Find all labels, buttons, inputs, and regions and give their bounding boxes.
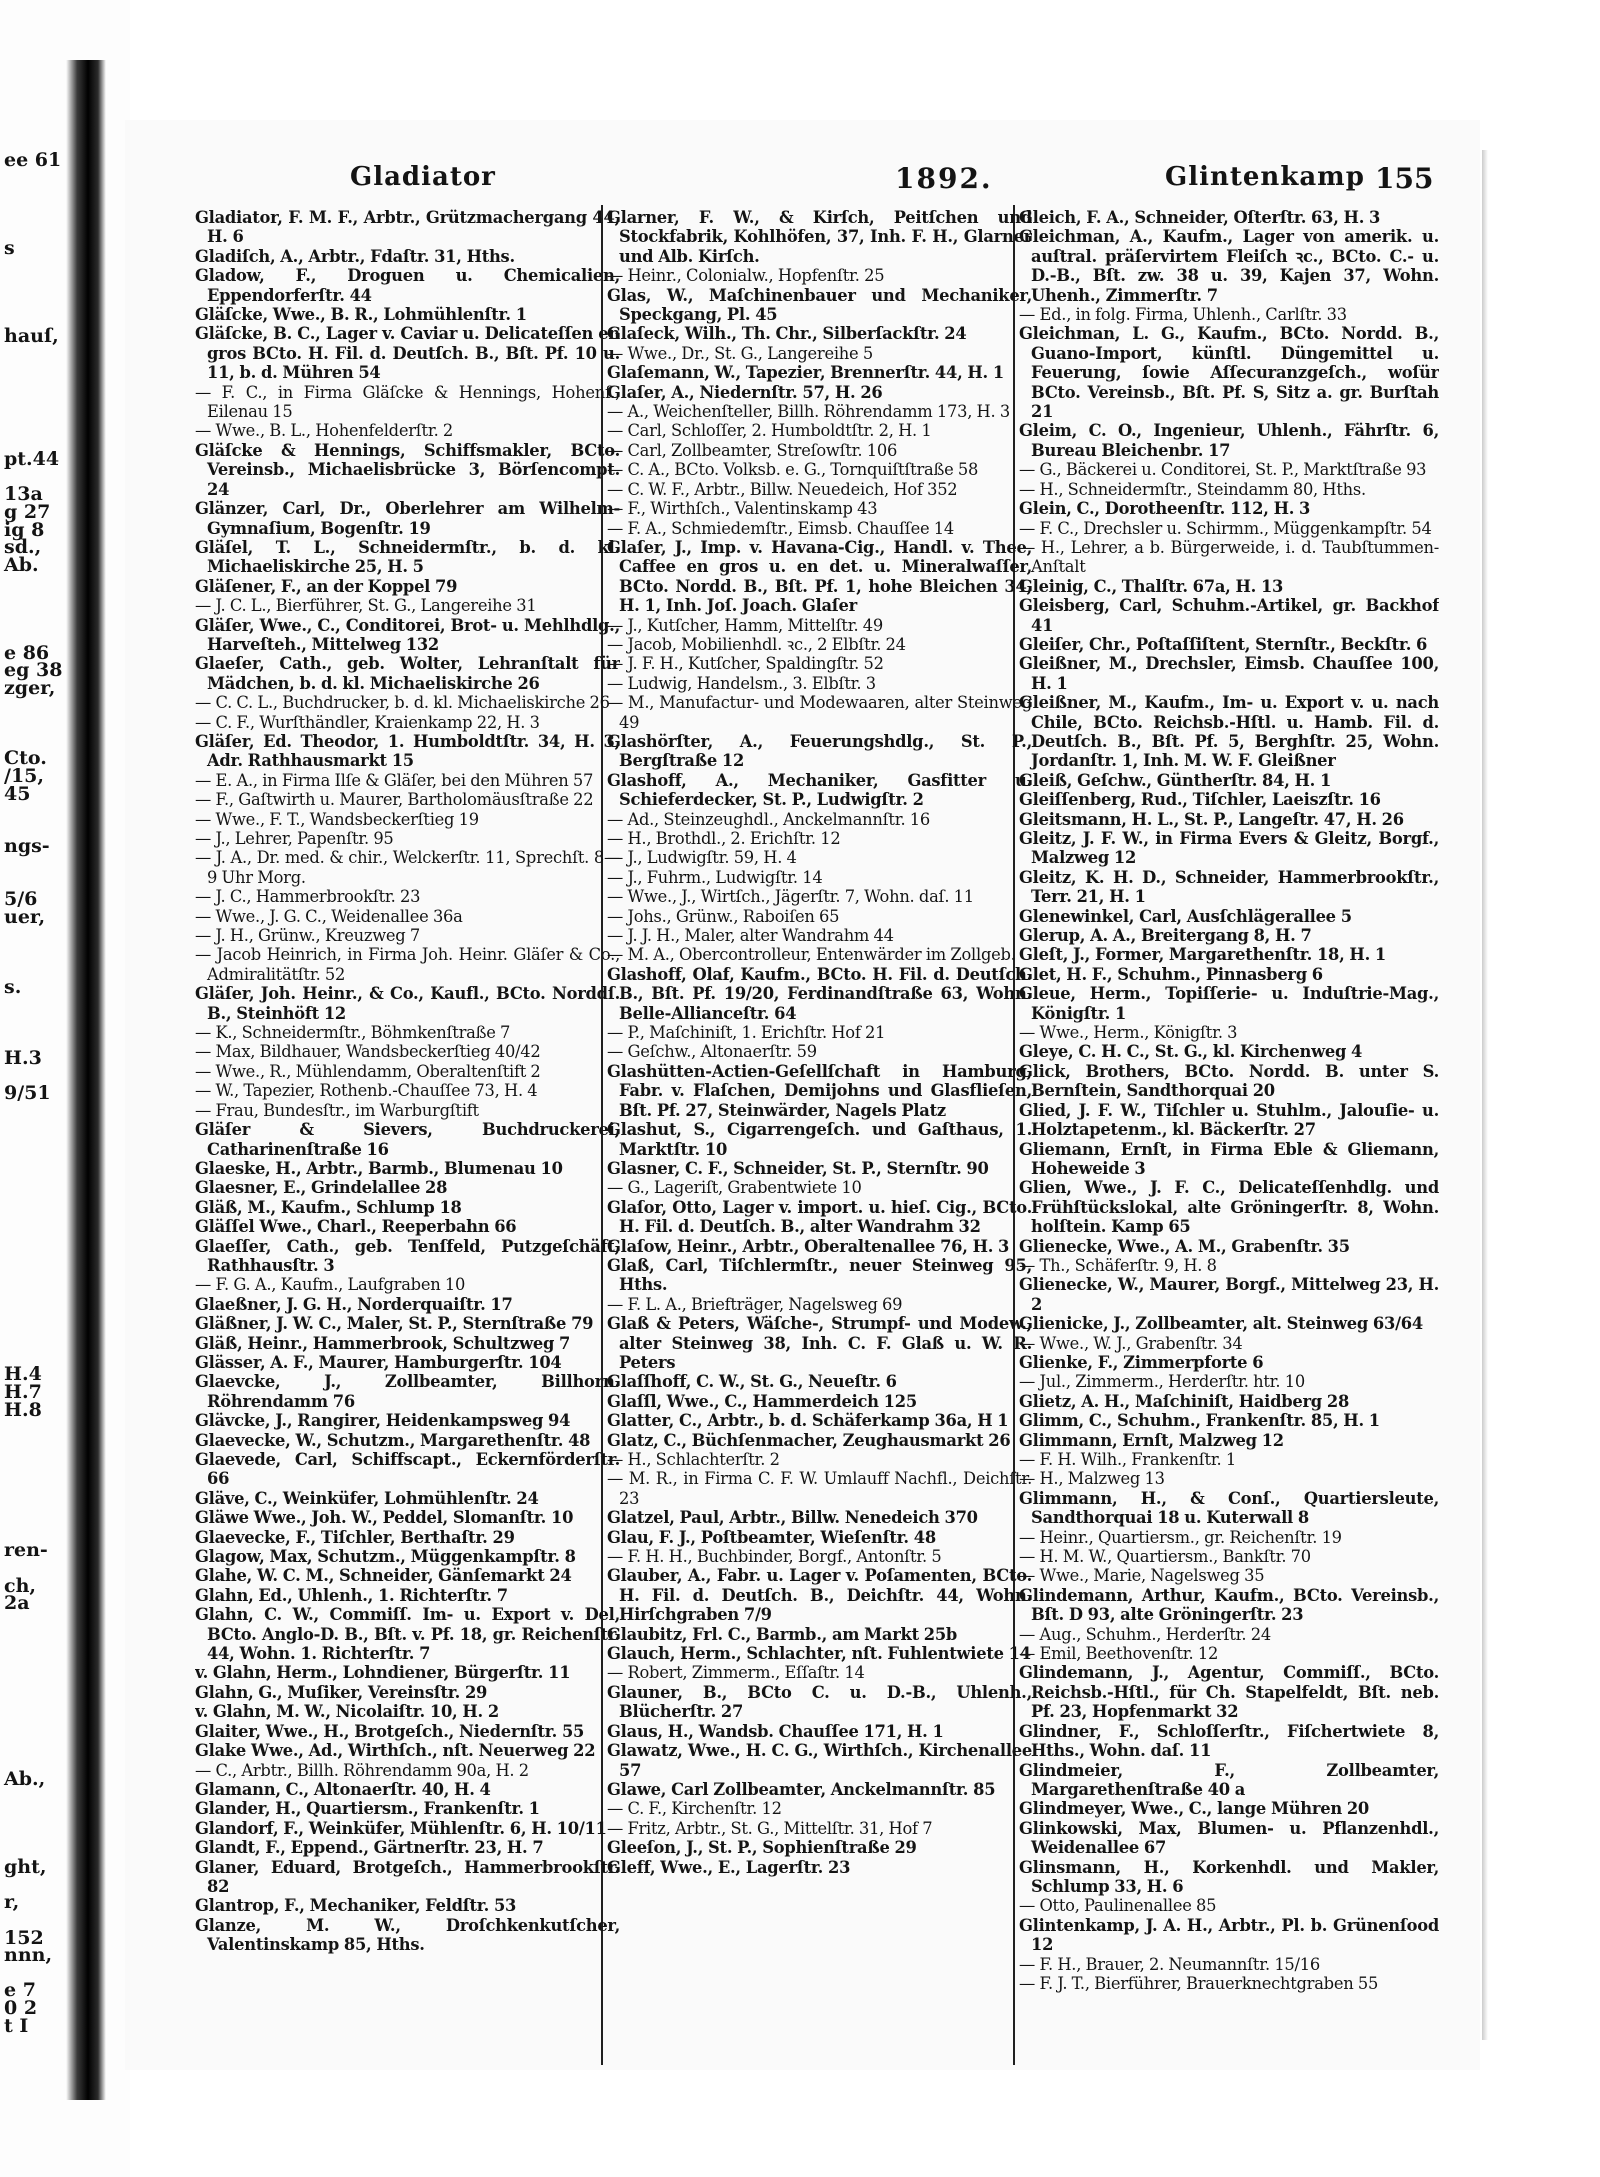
directory-entry: — J. C., Hammerbrookſtr. 23: [195, 887, 421, 907]
directory-entry: Gleichman, A., Kaufm., Lager von amerik. u. auſtral. präſervirtem Fleiſch ꝛc., BCto. C.- u. D.-B., Bſt. zw. 38 u. 39, Kajen 37, Wohn. Uhenh., Zimmerſtr. 7: [1019, 227, 1439, 305]
directory-entry: — G., Lageriſt, Grabentwiete 10: [607, 1178, 862, 1198]
directory-entry: Glauber, A., Fabr. u. Lager v. Poſamenten, BCto. H. Fil. d. Deutſch. B., Deichſtr. 44, Wohn. Hirſchgraben 7/9: [607, 1566, 1032, 1625]
directory-entry: — F. C., in Firma Gläſcke & Hennings, Hohenf., Eilenau 15: [195, 382, 620, 422]
directory-entry: Glindmeier, F., Zollbeamter, Margarethenſtraße 40 a: [1019, 1760, 1439, 1799]
directory-entry: — Wwe., Herm., Königſtr. 3: [1019, 1023, 1238, 1043]
directory-entry: Gleisberg, Carl, Schuhm.-Artikel, gr. Backhof 41: [1019, 596, 1439, 635]
directory-entry: Glaeſſer, Cath., geb. Tenſfeld, Putzgeſchäft, Rathhausſtr. 3: [195, 1236, 620, 1275]
header-first-entry: Gladiator: [350, 162, 496, 192]
directory-entry: Glaevecke, F., Tiſchler, Berthaſtr. 29: [195, 1527, 515, 1547]
directory-entry: Glänzer, Carl, Dr., Oberlehrer am Wilhelm-Gymnaſium, Bogenſtr. 19: [195, 499, 620, 538]
directory-entry: Glaſor, Otto, Lager v. import. u. hieſ. Cig., BCto. H. Fil. d. Deutſch. B., alter Wandrahm 32: [607, 1197, 1032, 1237]
directory-entry: — Ed., in folg. Firma, Uhlenh., Carlſtr. 33: [1019, 305, 1347, 325]
directory-entry: — F. L. A., Briefträger, Nagelsweg 69: [607, 1294, 903, 1314]
facing-page-fragment: H.7: [4, 1381, 42, 1403]
directory-entry: — Fritz, Arbtr., St. G., Mittelſtr. 31, Hof 7: [607, 1818, 933, 1838]
directory-entry: Gleff, Wwe., E., Lagerſtr. 23: [607, 1857, 851, 1877]
directory-entry: — Wwe., W. J., Grabenſtr. 34: [1019, 1333, 1243, 1353]
directory-entry: — J., Ludwigſtr. 59, H. 4: [607, 848, 797, 868]
directory-entry: Glaeske, H., Arbtr., Barmb., Blumenau 10: [195, 1158, 563, 1178]
directory-entry: — F. H. H., Buchbinder, Borgf., Antonſtr. 5: [607, 1547, 942, 1567]
header-year: 1892.: [895, 162, 993, 195]
directory-entry: Gleitz, J. F. W., in Firma Evers & Gleitz, Borgf., Malzweg 12: [1019, 829, 1439, 868]
directory-entry: — C. F., Wurſthändler, Kraienkamp 22, H. 3: [195, 712, 540, 732]
directory-entry: Glake Wwe., Ad., Wirthſch., nſt. Neuerweg 22: [195, 1741, 596, 1761]
directory-entry: Gleißner, M., Kaufm., Im- u. Export v. u. nach Chile, BCto. Reichsb.-Hſtl. u. Hamb. Fil. d. Deutſch. B., Bſt. Pf. 5, Berghſtr. 25, Wohn. Jordanſtr. 1, Inh. M. W. F. Gleißner: [1019, 693, 1439, 771]
facing-page-fragment: Cto.: [4, 747, 47, 770]
directory-entry: Gläſener, F., an der Koppel 79: [195, 576, 458, 596]
directory-entry: Gläſer, Joh. Heinr., & Co., Kaufl., BCto. Norddſ. B., Steinhöft 12: [195, 984, 620, 1023]
directory-entry: Glanze, M. W., Droſchkenkutſcher, Valentinskamp 85, Hths.: [195, 1915, 620, 1955]
directory-entry: Glagow, Max, Schutzm., Müggenkampſtr. 8: [195, 1547, 576, 1567]
directory-entry: — Johs., Grünw., Raboiſen 65: [607, 906, 840, 926]
directory-entry: — F. G. A., Kaufm., Laufgraben 10: [195, 1275, 466, 1295]
facing-page-fragment: ngs-: [4, 835, 50, 858]
directory-entry: — J. C. L., Bierführer, St. G., Langereihe 31: [195, 596, 537, 616]
directory-entry: — M. A., Obercontrolleur, Entenwärder im Zollgeb.: [607, 945, 1016, 965]
facing-page-fragment: t I: [4, 2014, 29, 2037]
book-gutter: [66, 60, 106, 2100]
directory-entry: Glindmeyer, Wwe., C., lange Mühren 20: [1019, 1799, 1369, 1819]
facing-page-fragment: H.4: [4, 1363, 42, 1386]
directory-column-1: [195, 208, 620, 2088]
facing-page-fragment: pt.44: [4, 448, 60, 471]
page-number: 155: [1375, 162, 1434, 195]
directory-entry: Glaß, Carl, Tiſchlermſtr., neuer Steinweg 95, Hths.: [607, 1255, 1032, 1295]
directory-column-2: [607, 208, 1032, 2088]
header-last-entry: Glintenkamp: [1165, 162, 1365, 192]
directory-entry: Glaſſhoff, C. W., St. G., Neueſtr. 6: [607, 1372, 897, 1392]
directory-entry: Gladiator, F. M. F., Arbtr., Grützmachergang 44, H. 6: [195, 208, 620, 247]
directory-entry: Gleiß, Geſchw., Güntherſtr. 84, H. 1: [1019, 770, 1332, 790]
directory-entry: Gläß, Heinr., Hammerbrook, Schultzweg 7: [195, 1333, 571, 1353]
directory-entry: Gläſer, Wwe., C., Conditorei, Brot- u. Mehlhdlg., Harveſteh., Mittelweg 132: [195, 615, 620, 654]
directory-entry: Glienicke, J., Zollbeamter, alt. Steinweg 63/64: [1019, 1314, 1423, 1334]
directory-entry: Glävcke, J., Rangirer, Heidenkampsweg 94: [195, 1411, 571, 1431]
directory-entry: Glied, J. F. W., Tiſchler u. Stuhlm., Jalouſie- u. Holztapetenm., kl. Bäckerſtr. 27: [1019, 1100, 1439, 1140]
directory-column-3: [1019, 208, 1439, 2088]
directory-entry: Gladiſch, A., Arbtr., Fdaſtr. 31, Hths.: [195, 246, 515, 266]
directory-entry: — Robert, Zimmerm., Eſſaſtr. 14: [607, 1663, 865, 1683]
directory-entry: — K., Schneidermſtr., Böhmkenſtraße 7: [195, 1023, 511, 1043]
facing-page-fragment: 0 2: [4, 1997, 38, 2019]
directory-entry: Glinsmann, H., Korkenhdl. und Makler, Schlump 33, H. 6: [1019, 1857, 1439, 1896]
directory-entry: Glaeßner, J. G. H., Norderquaiſtr. 17: [195, 1294, 513, 1314]
directory-entry: Glashut, S., Cigarrengeſch. und Gaſthaus, 1. Marktſtr. 10: [607, 1120, 1032, 1159]
directory-entry: Glashörſter, A., Feuerungshdlg., St. P., Bergſtraße 12: [607, 731, 1032, 771]
directory-entry: — Aug., Schuhm., Herderſtr. 24: [1019, 1624, 1271, 1644]
facing-page-fragment: hauſ,: [4, 325, 59, 347]
directory-entry: Glenewinkel, Carl, Ausſchlägerallee 5: [1019, 906, 1352, 926]
directory-entry: — Wwe., J. G. C., Weidenallee 36a: [195, 906, 463, 926]
facing-page-fragment: 45: [4, 782, 31, 805]
directory-entry: Glahe, W. C. M., Schneider, Gänſemarkt 24: [195, 1566, 572, 1586]
directory-entry: — Wwe., Marie, Nagelsweg 35: [1019, 1566, 1265, 1586]
directory-entry: — H., Brothdl., 2. Erichſtr. 12: [607, 829, 841, 848]
directory-entry: Glindemann, J., Agentur, Commiſſ., BCto. Reichsb.-Hſtl., für Ch. Stapelfeldt, Bſt. neb. Pf. 23, Hopfenmarkt 32: [1019, 1663, 1439, 1722]
facing-page-fragment: H.3: [4, 1046, 42, 1069]
directory-entry: — Wwe., R., Mühlendamm, Oberaltenſtift 2: [195, 1061, 541, 1081]
facing-page-fragment: /15,: [4, 765, 44, 787]
directory-entry: Glaſer, A., Niedernſtr. 57, H. 26: [607, 382, 883, 402]
directory-entry: — Ludwig, Handelsm., 3. Elbſtr. 3: [607, 673, 876, 693]
directory-entry: Glaus, H., Wandsb. Chauſſee 171, H. 1: [607, 1721, 944, 1741]
directory-entry: — Wwe., Dr., St. G., Langereihe 5: [607, 343, 873, 363]
directory-entry: Gläßner, J. W. C., Maler, St. P., Sternſtraße 79: [195, 1314, 594, 1334]
facing-page-fragment: s: [4, 237, 15, 259]
directory-entry: Glien, Wwe., J. F. C., Delicateſſenhdlg. und Frühſtückslokal, alte Gröningerſtr. 8, Wohn. holſtein. Kamp 65: [1019, 1178, 1439, 1237]
directory-entry: — J., Lehrer, Papenſtr. 95: [195, 829, 394, 848]
directory-entry: Glauner, B., BCto C. u. D.-B., Uhlenh., Blücherſtr. 27: [607, 1682, 1032, 1722]
directory-entry: Glantrop, F., Mechaniker, Feldſtr. 53: [195, 1896, 517, 1916]
directory-entry: Glaſeck, Wilh., Th. Chr., Silberſackſtr. 24: [607, 324, 967, 344]
directory-entry: Glahn, Ed., Uhlenh., 1. Richterſtr. 7: [195, 1585, 508, 1605]
directory-entry: Glinkowski, Max, Blumen- u. Pflanzenhdl., Weidenallee 67: [1019, 1818, 1439, 1858]
directory-entry: Glahn, G., Muſiker, Vereinsſtr. 29: [195, 1682, 488, 1702]
directory-entry: Glarner, F. W., & Kirſch, Peitſchen und Stockfabrik, Kohlhöfen, 37, Inh. F. H., Glarner und Alb. Kirſch.: [607, 208, 1032, 266]
facing-page-fragment: nnn,: [4, 1944, 53, 1967]
directory-entry: Glintenkamp, J. A. H., Arbtr., Pl. b. Grünenſood 12: [1019, 1915, 1439, 1955]
facing-page-fragment: r,: [4, 1891, 20, 1914]
facing-page-margin: [0, 0, 130, 2177]
directory-entry: — E. A., in Firma Ilſe & Gläſer, bei den Mühren 57: [195, 770, 594, 790]
directory-entry: Glashütten-Actien-Geſellſchaft in Hamburg, Fabr. v. Flaſchen, Demijohns und Glasflieſen, Bſt. Pf. 27, Steinwärder, Nagels Platz: [607, 1061, 1032, 1120]
facing-page-fragment: 9/51: [4, 1081, 51, 1104]
directory-entry: Glas, W., Maſchinenbauer und Mechaniker, Speckgang, Pl. 45: [607, 285, 1032, 325]
directory-entry: — H., Schlachterſtr. 2: [607, 1450, 780, 1469]
directory-entry: — G., Bäckerei u. Conditorei, St. P., Marktſtraße 93: [1019, 460, 1427, 480]
directory-entry: — F. A., Schmiedemſtr., Eimsb. Chauſſee 14: [607, 518, 954, 538]
facing-page-fragment: e 86: [4, 641, 50, 664]
directory-entry: Glet, H. F., Schuhm., Pinnasberg 6: [1019, 964, 1323, 984]
directory-entry: Glindner, F., Schloſſerſtr., Fiſchertwiete 8, Hths., Wohn. daſ. 11: [1019, 1721, 1439, 1761]
directory-entry: Glasner, C. F., Schneider, St. P., Sternſtr. 90: [607, 1158, 989, 1178]
directory-entry: — Wwe., F. T., Wandsbeckerſtieg 19: [195, 809, 479, 829]
directory-entry: Glaſer, J., Imp. v. Havana-Cig., Handl. v. Thee, Caffee en gros u. en det. u. Mineralwaſſer, BCto. Nordd. B., Bſt. Pf. 1, hohe Bleichen 34, H. 1, Inh. Joſ. Joach. Glaſer: [607, 537, 1032, 616]
directory-entry: — J. J. H., Maler, alter Wandrahm 44: [607, 926, 894, 946]
directory-entry: — F., Gaſtwirth u. Maurer, Bartholomäusſtraße 22: [195, 790, 594, 810]
facing-page-fragment: s.: [4, 976, 22, 999]
facing-page-fragment: ig 8: [4, 518, 45, 541]
directory-entry: — W., Tapezier, Rothenb.-Chauſſee 73, H. 4: [195, 1081, 538, 1101]
directory-entry: Glein, C., Dorotheenſtr. 112, H. 3: [1019, 499, 1311, 519]
directory-entry: — C. A., BCto. Volksb. e. G., Tornquiſtſtraße 58: [607, 460, 979, 480]
directory-entry: Gleißner, M., Drechsler, Eimsb. Chauſſee 100, H. 1: [1019, 654, 1439, 693]
directory-entry: Gleeſon, J., St. P., Sophienſtraße 29: [607, 1838, 917, 1858]
facing-page-fragment: 5/6: [4, 888, 38, 911]
directory-entry: — Otto, Paulinenallee 85: [1019, 1896, 1217, 1916]
directory-entry: Gladow, F., Droguen u. Chemicalien, Eppendorferſtr. 44: [195, 266, 620, 305]
directory-entry: — P., Maſchiniſt, 1. Erichſtr. Hof 21: [607, 1023, 886, 1043]
directory-entry: Gleiſer, Chr., Poſtaſſiſtent, Sternſtr., Beckſtr. 6: [1019, 634, 1428, 654]
directory-entry: Gleichman, L. G., Kaufm., BCto. Nordd. B., Guano-Import, künſtl. Düngemittel u. Feuerung, ſowie Aſſecuranzgeſch., woſür BCto. Vereinsb., Bſt. Pf. S, Sitz a. gr. Burſtah 21: [1019, 324, 1439, 422]
directory-entry: — Th., Schäferſtr. 9, H. 8: [1019, 1255, 1217, 1275]
directory-entry: — Carl, Schloſſer, 2. Humboldtſtr. 2, H. 1: [607, 421, 932, 441]
directory-entry: — C. F., Kirchenſtr. 12: [607, 1799, 782, 1819]
directory-entry: — H., Lehrer, a b. Bürgerweide, i. d. Taubſtummen-Anſtalt: [1019, 537, 1439, 577]
facing-page-fragment: uer,: [4, 905, 46, 928]
directory-entry: Glandorf, F., Weinküfer, Mühlenſtr. 6, H. 10/11: [195, 1818, 607, 1838]
facing-page-fragment: 13a: [4, 483, 43, 506]
directory-entry: Gläſſel Wwe., Charl., Reeperbahn 66: [195, 1217, 517, 1237]
directory-entry: Gläſer, Ed. Theodor, 1. Humboldtſtr. 34, H. 3, Adr. Rathhausmarkt 15: [195, 731, 620, 771]
directory-entry: Glimmann, Ernſt, Malzweg 12: [1019, 1430, 1284, 1450]
page-header: [125, 162, 1480, 202]
directory-entry: — Jul., Zimmerm., Herderſtr. htr. 10: [1019, 1372, 1305, 1392]
directory-entry: Glimmann, H., & Conſ., Quartiersleute, Sandthorquai 18 u. Kuterwall 8: [1019, 1488, 1439, 1528]
directory-entry: Gleinig, C., Thalſtr. 67a, H. 13: [1019, 576, 1284, 596]
directory-entry: — Frau, Bundesſtr., im Warburgſtift: [195, 1100, 479, 1120]
directory-entry: Gleim, C. O., Ingenieur, Uhlenh., Fährſtr. 6, Bureau Bleichenbr. 17: [1019, 421, 1439, 460]
directory-entry: Gleſt, J., Former, Margarethenſtr. 18, H. 1: [1019, 945, 1386, 965]
directory-entry: Gleue, Herm., Topiſſerie- u. Induſtrie-Mag., Königſtr. 1: [1019, 984, 1439, 1023]
directory-entry: Gläſer & Sievers, Buchdruckerei, Catharinenſtraße 16: [195, 1120, 620, 1159]
directory-entry: Glimm, C., Schuhm., Frankenſtr. 85, H. 1: [1019, 1411, 1380, 1431]
directory-entry: — Max, Bildhauer, Wandsbeckerſtieg 40/42: [195, 1042, 541, 1062]
directory-entry: — Emil, Beethovenſtr. 12: [1019, 1644, 1219, 1664]
directory-entry: Glashoff, A., Mechaniker, Gasfitter u. Schieferdecker, St. P., Ludwigſtr. 2: [607, 770, 1032, 810]
directory-entry: v. Glahn, M. W., Nicolaiſtr. 10, H. 2: [195, 1702, 499, 1722]
directory-entry: Glaevcke, J., Zollbeamter, Billhorn. Röhrendamm 76: [195, 1372, 620, 1411]
directory-entry: — C., Arbtr., Billh. Röhrendamm 90a, H. 2: [195, 1760, 529, 1780]
directory-entry: Glaner, Eduard, Brotgeſch., Hammerbrookſtr. 82: [195, 1857, 620, 1896]
directory-entry: Gläwe Wwe., Joh. W., Peddel, Slomanſtr. 10: [195, 1508, 574, 1528]
directory-entry: — Geſchw., Altonaerſtr. 59: [607, 1042, 817, 1062]
directory-entry: — H., Malzweg 13: [1019, 1469, 1165, 1489]
directory-entry: Gleiſſenberg, Rud., Tiſchler, Laeiszſtr. 16: [1019, 790, 1381, 810]
facing-page-fragment: 2a: [4, 1592, 30, 1615]
directory-entry: Gläſel, T. L., Schneidermſtr., b. d. kl. Michaeliskirche 25, H. 5: [195, 537, 620, 577]
facing-page-fragment: ch,: [4, 1574, 36, 1597]
facing-page-fragment: e 7: [4, 1979, 36, 2002]
facing-page-fragment: H.8: [4, 1398, 42, 1421]
directory-entry: Gleye, C. H. C., St. G., kl. Kirchenweg 4: [1019, 1042, 1363, 1062]
directory-entry: Glamann, C., Altonaerſtr. 40, H. 4: [195, 1779, 491, 1799]
directory-entry: Glienke, F., Zimmerpforte 6: [1019, 1352, 1264, 1372]
facing-page-fragment: Ab.,: [4, 1768, 46, 1791]
directory-entry: — Wwe., J., Wirtſch., Jägerſtr. 7, Wohn. daſ. 11: [607, 887, 974, 907]
directory-entry: Glau, F. J., Poſtbeamter, Wieſenſtr. 48: [607, 1527, 936, 1547]
directory-entry: — A., Weichenſteller, Billh. Röhrendamm 173, H. 3: [607, 402, 1010, 422]
directory-entry: Gläſcke, B. C., Lager v. Caviar u. Delicateſſen en gros BCto. H. Fil. d. Deutſch. B., Bſt. Pf. 10 u. 11, b. d. Mühren 54: [195, 324, 620, 383]
directory-entry: Glietz, A. H., Maſchiniſt, Haidberg 28: [1019, 1391, 1350, 1411]
directory-entry: Glaevecke, W., Schutzm., Margarethenſtr. 48: [195, 1430, 591, 1450]
directory-entry: — Ad., Steinzeughdl., Anckelmannſtr. 16: [607, 809, 931, 829]
directory-entry: Glaß & Peters, Wäſche-, Strumpf- und Modew., alter Steinweg 38, Inh. C. F. Glaß u. W. R. Peters: [607, 1314, 1032, 1372]
directory-entry: Glaſow, Heinr., Arbtr., Oberaltenallee 76, H. 3: [607, 1236, 1010, 1256]
directory-entry: — Jacob, Mobilienhdl. ꝛc., 2 Elbſtr. 24: [607, 634, 906, 654]
directory-entry: — F., Wirthſch., Valentinskamp 43: [607, 499, 878, 519]
directory-entry: — F. C., Drechsler u. Schirmm., Müggenkampſtr. 54: [1019, 518, 1432, 538]
facing-page-fragment: zger,: [4, 677, 56, 699]
directory-entry: Glaſſl, Wwe., C., Hammerdeich 125: [607, 1391, 917, 1411]
directory-entry: — M., Manufactur- und Modewaaren, alter Steinweg 49: [607, 693, 1032, 732]
directory-entry: Glashoff, Olaf, Kaufm., BCto. H. Fil. d. Deutſch. B., Bſt. Pf. 19/20, Ferdinandſtraße 63, Wohn. Belle-Allianceſtr. 64: [607, 964, 1032, 1023]
directory-entry: — J. A., Dr. med. & chir., Welckerſtr. 11, Sprechſt. 8—9 Uhr Morg.: [195, 848, 620, 887]
facing-page-fragment: ght,: [4, 1856, 47, 1879]
directory-entry: Glienecke, W., Maurer, Borgf., Mittelweg 23, H. 2: [1019, 1275, 1439, 1314]
directory-entry: Glässer, A. F., Maurer, Hamburgerſtr. 104: [195, 1352, 562, 1372]
directory-entry: — H. M. W., Quartiersm., Bankſtr. 70: [1019, 1547, 1311, 1567]
directory-entry: — Wwe., B. L., Hohenfelderſtr. 2: [195, 421, 454, 441]
directory-entry: — F. H., Brauer, 2. Neumannſtr. 15/16: [1019, 1954, 1320, 1974]
directory-entry: Gleitsmann, H. L., St. P., Langeſtr. 47, H. 26: [1019, 809, 1404, 829]
directory-entry: Gleitz, K. H. D., Schneider, Hammerbrookſtr., Terr. 21, H. 1: [1019, 867, 1439, 907]
directory-entry: Glaevede, Carl, Schiffscapt., Eckernförderſtr. 66: [195, 1450, 620, 1489]
directory-entry: Gläſcke & Hennings, Schiffsmakler, BCto. Vereinsb., Michaelisbrücke 3, Börſencompt. 24: [195, 440, 620, 499]
facing-page-fragment: eg 38: [4, 659, 63, 682]
directory-entry: Glerup, A. A., Breitergang 8, H. 7: [1019, 926, 1312, 946]
facing-page-fragment: ee 61: [4, 149, 62, 171]
facing-page-fragment: 152: [4, 1926, 44, 1949]
directory-entry: Gliemann, Ernſt, in Firma Eble & Gliemann, Hoheweide 3: [1019, 1139, 1439, 1178]
directory-entry: — J. H., Grünw., Kreuzweg 7: [195, 926, 421, 946]
directory-entry: — Heinr., Quartiersm., gr. Reichenſtr. 19: [1019, 1527, 1342, 1547]
directory-entry: — F. H. Wilh., Frankenſtr. 1: [1019, 1450, 1237, 1469]
directory-page: [125, 120, 1480, 2070]
directory-entry: — C. W. F., Arbtr., Billw. Neuedeich, Hof 352: [607, 479, 958, 499]
directory-entry: Gleich, F. A., Schneider, Oſterſtr. 63, H. 3: [1019, 208, 1381, 227]
directory-entry: Glaiter, Wwe., H., Brotgeſch., Niedernſtr. 55: [195, 1721, 585, 1741]
directory-entry: Glick, Brothers, BCto. Nordd. B. unter S. Bernſtein, Sandthorquai 20: [1019, 1061, 1439, 1101]
directory-entry: — J., Kutſcher, Hamm, Mittelſtr. 49: [607, 615, 884, 635]
directory-entry: Glawe, Carl Zollbeamter, Anckelmannſtr. 85: [607, 1779, 996, 1799]
facing-page-fragment: sd.,: [4, 536, 42, 559]
directory-entry: Glienecke, Wwe., A. M., Grabenſtr. 35: [1019, 1236, 1350, 1256]
page-edge: [1482, 150, 1488, 2040]
directory-entry: — F. J. T., Bierführer, Brauerknechtgraben 55: [1019, 1973, 1379, 1993]
directory-entry: — J., Fuhrm., Ludwigſtr. 14: [607, 867, 823, 887]
directory-entry: Glaubitz, Frl. C., Barmb., am Markt 25b: [607, 1624, 958, 1644]
directory-entry: — Heinr., Colonialw., Hopfenſtr. 25: [607, 266, 885, 286]
directory-entry: Glaſemann, W., Tapezier, Brennerſtr. 44, H. 1: [607, 363, 1004, 383]
directory-entry: Glatzel, Paul, Arbtr., Billw. Nenedeich 370: [607, 1508, 978, 1528]
directory-entry: Glaeſer, Cath., geb. Wolter, Lehranſtalt für Mädchen, b. d. kl. Michaeliskirche 26: [195, 654, 620, 693]
directory-entry: Glaesner, E., Grindelallee 28: [195, 1178, 448, 1198]
directory-entry: — C. C. L., Buchdrucker, b. d. kl. Michaeliskirche 26: [195, 693, 610, 713]
directory-entry: — M. R., in Firma C. F. W. Umlauff Nachfl., Deichſtr. 23: [607, 1469, 1032, 1508]
facing-page-fragment: g 27: [4, 501, 51, 523]
directory-entry: Gläß, M., Kaufm., Schlump 18: [195, 1197, 462, 1217]
directory-entry: Glindemann, Arthur, Kaufm., BCto. Vereinsb., Bſt. D 93, alte Gröningerſtr. 23: [1019, 1585, 1439, 1625]
directory-entry: Gläſcke, Wwe., B. R., Lohmühlenſtr. 1: [195, 305, 527, 325]
directory-entry: — Jacob Heinrich, in Firma Joh. Heinr. Gläſer & Co., Admiralitätſtr. 52: [195, 945, 620, 984]
directory-entry: v. Glahn, Herm., Lohndiener, Bürgerſtr. 11: [195, 1663, 571, 1683]
directory-entry: Glawatz, Wwe., H. C. G., Wirthſch., Kirchenallee 57: [607, 1741, 1032, 1780]
directory-entry: Glauch, Herm., Schlachter, nſt. Fuhlentwiete 14: [607, 1644, 1031, 1664]
directory-entry: — H., Schneidermſtr., Steindamm 80, Hths.: [1019, 479, 1366, 499]
directory-entry: Glandt, F., Eppend., Gärtnerſtr. 23, H. 7: [195, 1838, 544, 1858]
directory-entry: — J. F. H., Kutſcher, Spaldingſtr. 52: [607, 654, 884, 674]
directory-entry: — Carl, Zollbeamter, Streſowſtr. 106: [607, 440, 898, 460]
facing-page-fragment: ren-: [4, 1539, 48, 1562]
directory-entry: Gläve, C., Weinküfer, Lohmühlenſtr. 24: [195, 1488, 539, 1508]
directory-entry: Glatter, C., Arbtr., b. d. Schäferkamp 36a, H 1: [607, 1411, 1009, 1431]
facing-page-fragment: Ab.: [4, 553, 39, 576]
directory-entry: Glatz, C., Büchſenmacher, Zeughausmarkt 26: [607, 1430, 1011, 1450]
directory-entry: Glander, H., Quartiersm., Frankenſtr. 1: [195, 1799, 540, 1819]
directory-entry: Glahn, C. W., Commiſſ. Im- u. Export v. Del, BCto. Anglo-D. B., Bſt. v. Pf. 18, gr. Reichenſtr. 44, Wohn. 1. Richterſtr. 7: [195, 1605, 620, 1664]
